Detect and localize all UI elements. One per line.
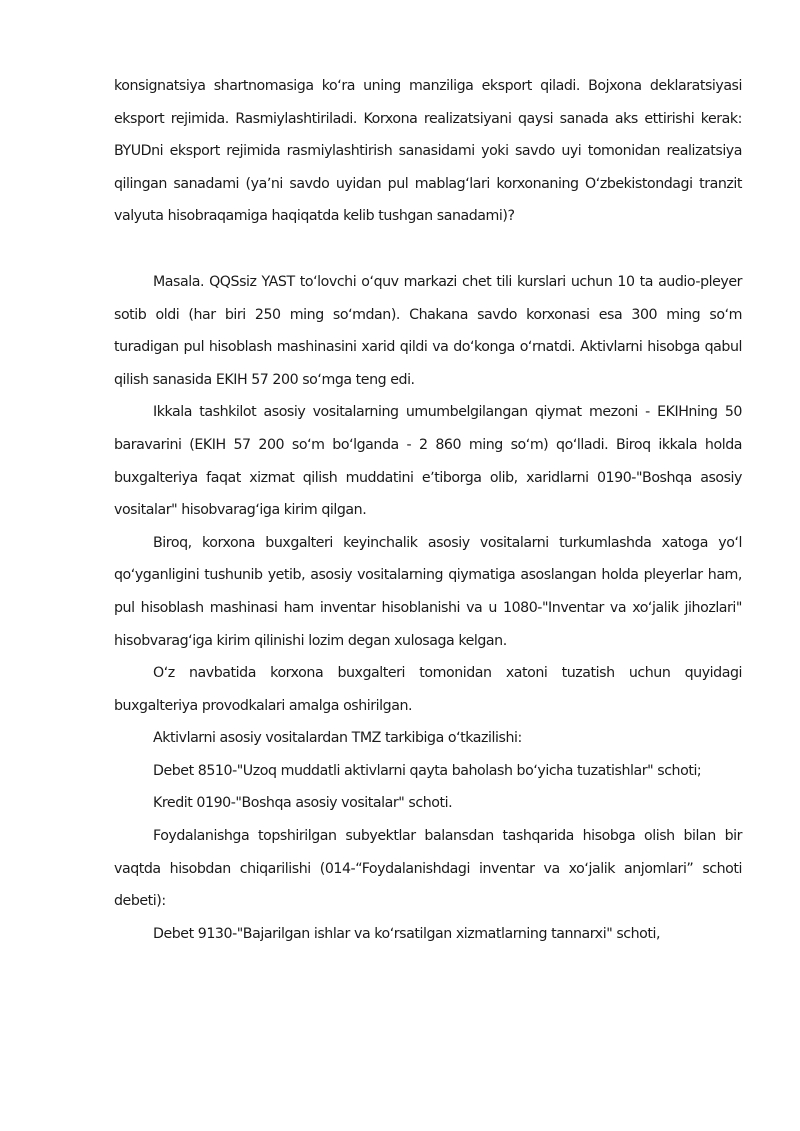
paragraph-debet-8510: Debet 8510-"Uzoq muddatli aktivlarni qayta baholash boʻyicha tuzatishlar" schoti; [153,762,702,779]
paragraph-classification-error: Biroq, korxona buxgalteri keyinchalik asosiy vositalarni turkumlashda xatoga yoʻl qoʻyganligini tushunib yetib, asosiy vositalarning qiymatiga asoslangan holda pleyerlar ham, pul hisoblash mashinasi ham inventar hisoblanishi va u 1080-"Inventar va xoʻjalik jihozlari" hisobvaragʻiga kirim qilinishi lozim degan xulosaga kelgan. [114,534,742,649]
paragraph-transfer-heading: Aktivlarni asosiy vositalardan TMZ tarkibiga oʻtkazilishi: [153,730,522,747]
paragraph-correction-intro: Oʻz navbatida korxona buxgalteri tomonidan xatoni tuzatish uchun quyidagi buxgalteriya provodkalari amalga oshirilgan. [114,665,742,714]
paragraph-masala: Masala. QQSsiz YAST toʻlovchi oʻquv markazi chet tili kurslari uchun 10 ta audio-pleyer sotib oldi (har biri 250 ming soʻmdan). Chakana savdo korxonasi esa 300 ming soʻm turadigan pul hisoblash mashinasini xarid qildi va doʻkonga oʻrnatdi. Aktivlarni hisobga qabul qilish sanasida EKIH 57 200 soʻmga teng edi. [114,273,742,388]
paragraph-value-criterion: Ikkala tashkilot asosiy vositalarning umumbelgilangan qiymat mezoni - EKIHning 50 baravarini (EKIH 57 200 soʻm boʻlganda - 2 860 ming soʻm) qoʻlladi. Biroq ikkala holda buxgalteriya faqat xizmat qilish muddatini eʼtiborga olib, xaridlarni 0190-"Boshqa asosiy vositalar" hisobvaragʻiga kirim qilgan. [114,404,742,519]
paragraph-debet-9130: Debet 9130-"Bajarilgan ishlar va koʻrsatilgan xizmatlarning tannarxi" schoti, [153,925,661,942]
paragraph-kredit-0190: Kredit 0190-"Boshqa asosiy vositalar" schoti. [153,795,453,812]
paragraph-gap [114,233,742,266]
paragraph-export-question: konsignatsiya shartnomasiga koʻra uning manziliga eksport qiladi. Bojxona deklaratsiyasi eksport rejimida. Rasmiylashtiriladi. Korxona realizatsiyani qaysi sanada aks ettirishi kerak: BYUDni eksport rejimida rasmiylashtirish sanasidami yoki savdo uyi tomonidan realizatsiya qilingan sanadami (yaʼni savdo uyidan pul mablagʻlari korxonaning Oʻzbekistondagi tranzit valyuta hisobraqamiga haqiqatda kelib tushgan sanadami)? [114,78,742,225]
document-body [114,70,742,950]
paragraph-off-balance: Foydalanishga topshirilgan subyektlar balansdan tashqarida hisobga olish bilan bir vaqtda hisobdan chiqarilishi (014-“Foydalanishdagi inventar va xoʻjalik anjomlari” schoti debeti): [114,828,742,910]
